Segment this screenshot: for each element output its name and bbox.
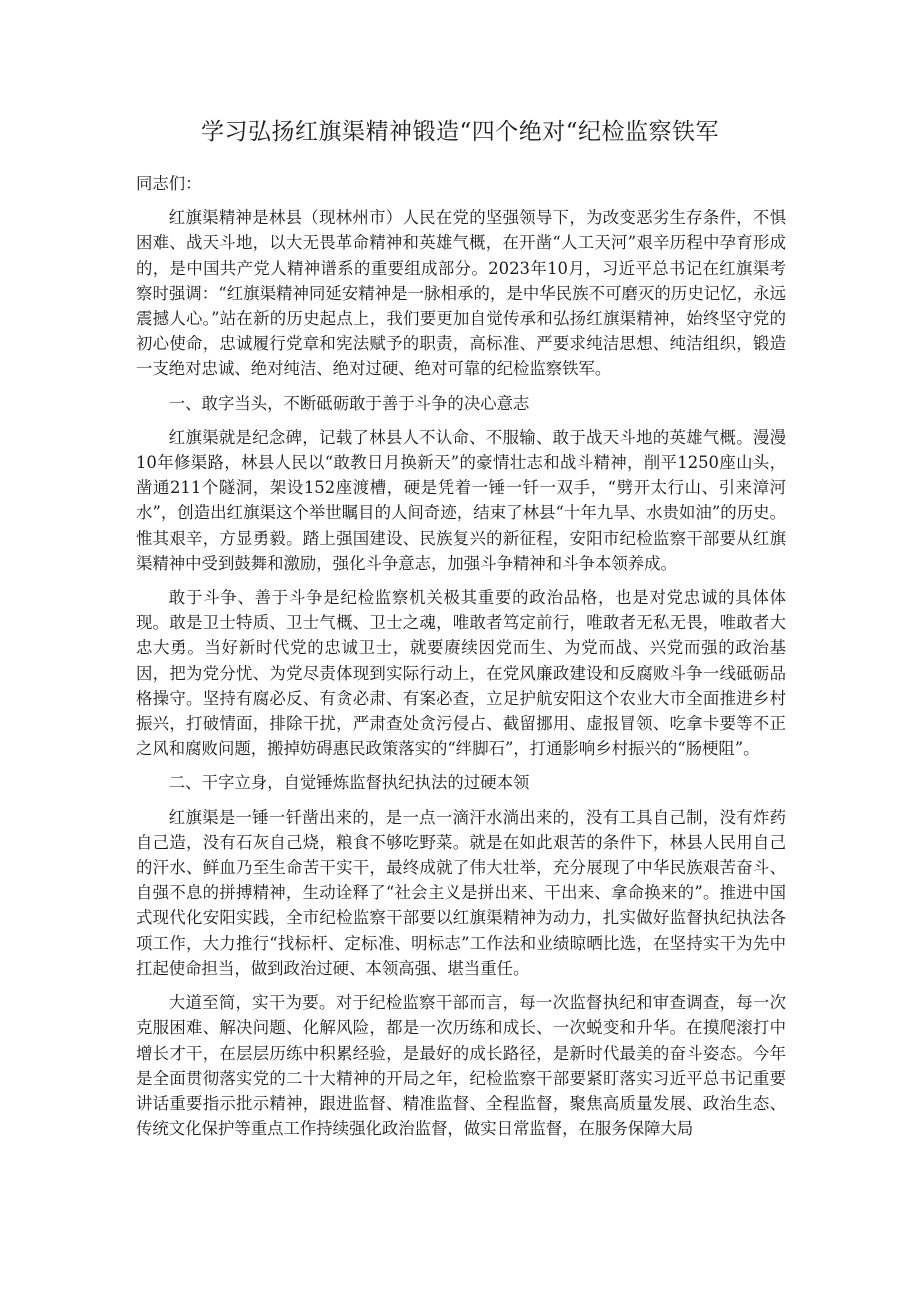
salutation: 同志们： xyxy=(136,174,202,193)
document-body xyxy=(136,171,786,1150)
body-paragraph: 大道至简，实干为要。对于纪检监察干部而言，每一次监督执纪和审查调查，每一次克服困难、解决问题、化解风险，都是一次历练和成长、一次蜕变和升华。在摸爬滚打中增长才干，在层层历练中积累经验，是最好的成长路径，是新时代最美的奋斗姿态。今年是全面贯彻落实党的二十大精神的开局之年，纪检监察干部要紧盯落实习近平总书记重要讲话重要指示批示精神，跟进监督、精准监督、全程监督，聚焦高质量发展、政治生态、传统文化保护等重点工作持续强化政治监督，做实日常监督，在服务保障大局 xyxy=(136,993,786,1139)
section-heading-2: 二、干字立身，自觉锤炼监督执纪执法的过硬本领 xyxy=(168,773,530,793)
document-title: 学习弘扬红旗渠精神锻造“四个绝对“纪检监察铁军 xyxy=(200,119,720,145)
intro-paragraph: 红旗渠精神是林县（现林州市）人民在党的坚强领导下，为改变恶劣生存条件，不惧困难、战天斗地，以大无畏革命精神和英雄气概，在开凿“人工天河”艰辛历程中孕育形成的，是中国共产党人精神谱系的重要组成部分。2023年10月，习近平总书记在红旗渠考察时强调：“红旗渠精神同延安精神是一脉相承的，是中华民族不可磨灭的历史记忆，永远震撼人心。”站在新的历史起点上，我们要更加自觉传承和弘扬红旗渠精神，始终坚守党的初心使命，忠诚履行党章和宪法赋予的职责，高标准、严要求纯洁思想、纯洁组织，锻造一支绝对忠诚、绝对纯洁、绝对过硬、绝对可靠的纪检监察铁军。 xyxy=(136,208,786,379)
section-heading-1: 一、敢字当头，不断砥砺敢于善于斗争的决心意志 xyxy=(168,393,530,413)
body-paragraph: 敢于斗争、善于斗争是纪检监察机关极其重要的政治品格，也是对党忠诚的具体体现。敢是卫士特质、卫士气概、卫士之魂，唯敢者笃定前行，唯敢者无私无畏，唯敢者大忠大勇。当好新时代党的忠诚卫士，就要赓续因党而生、为党而战、兴党而强的政治基因，把为党分忧、为党尽责体现到实际行动上，在党风廉政建设和反腐败斗争一线砥砺品格操守。坚持有腐必反、有贪必肃、有案必查，立足护航安阳这个农业大市全面推进乡村振兴，打破情面，排除干扰，严肃查处贪污侵占、截留挪用、虚报冒领、吃拿卡要等不正之风和腐败问题，搬掉妨碍惠民政策落实的“绊脚石”，打通影响乡村振兴的“肠梗阻”。 xyxy=(136,588,786,759)
body-paragraph: 红旗渠就是纪念碑，记载了林县人不认命、不服输、敢于战天斗地的英雄气概。漫漫10年修渠路，林县人民以“敢教日月换新天”的豪情壮志和战斗精神，削平1250座山头，凿通211个隧洞，架设152座渡槽，硬是凭着一锤一钎一双手，“劈开太行山、引来漳河水”，创造出红旗渠这个举世瞩目的人间奇迹，结束了林县“十年九旱、水贵如油”的历史。惟其艰辛，方显勇毅。踏上强国建设、民族复兴的新征程，安阳市纪检监察干部要从红旗渠精神中受到鼓舞和激励，强化斗争意志，加强斗争精神和斗争本领养成。 xyxy=(136,427,786,573)
body-paragraph: 红旗渠是一锤一钎凿出来的，是一点一滴汗水淌出来的，没有工具自己制，没有炸药自己造，没有石灰自己烧，粮食不够吃野菜。就是在如此艰苦的条件下，林县人民用自己的汗水、鲜血乃至生命苦干实干，最终成就了伟大壮举，充分展现了中华民族艰苦奋斗、自强不息的拼搏精神，生动诠释了“社会主义是拼出来、干出来、拿命换来的”。推进中国式现代化安阳实践，全市纪检监察干部要以红旗渠精神为动力，扎实做好监督执纪执法各项工作，大力推行“找标杆、定标准、明标志”工作法和业绩晾晒比选，在坚持实干为先中扛起使命担当，做到政治过硬、本领高强、堪当重任。 xyxy=(136,807,786,978)
